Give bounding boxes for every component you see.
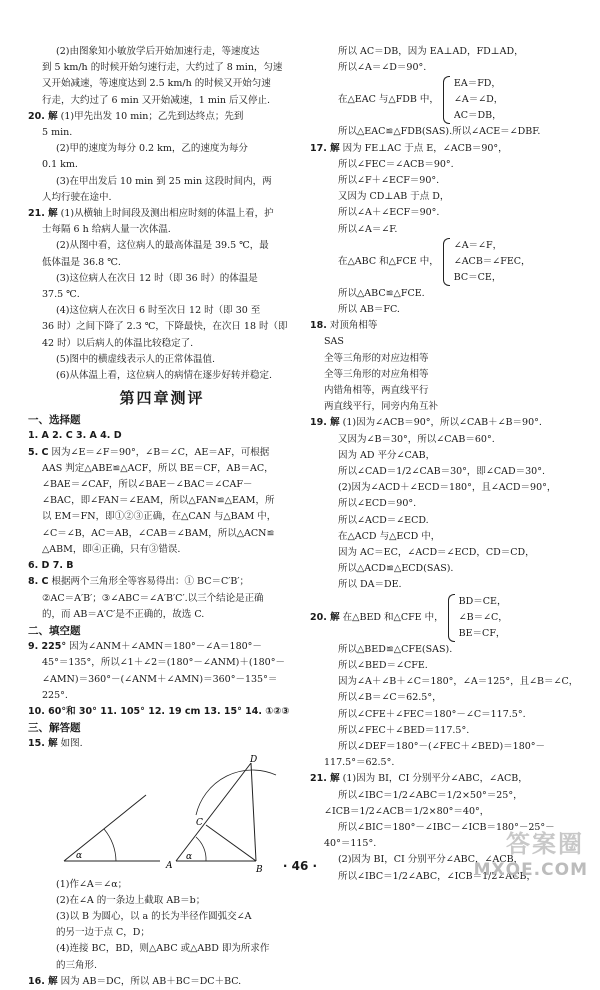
- text-line: (4)连接 BC，BD，则△ABC 或△ABD 即为所求作: [56, 943, 270, 955]
- watermark-text: 答案圈: [506, 830, 584, 858]
- text-line: ∠BAC，即∠FAN＝∠EAM，所以△FAN≌△EAM，所: [42, 495, 275, 507]
- brace-item: ∠B＝∠C，: [458, 611, 508, 623]
- brace-item: BC＝CE，: [453, 271, 502, 283]
- brace-item: ∠ACB＝∠FEC，: [453, 255, 531, 267]
- label-alpha-1: α: [76, 850, 83, 861]
- problem-17: [310, 124, 580, 237]
- text-line: ∠BAE＝∠CAF，所以∠BAE－∠BAC＝∠CAF－: [42, 479, 253, 491]
- text-line: SAS: [324, 336, 344, 348]
- text-line: (3)在甲出发后 10 min 到 25 min 这段时间内，两: [56, 175, 272, 187]
- text-line: 因为∠A＋∠B＋∠C＝180°，∠A＝125°，且∠B＝∠C，: [338, 676, 579, 688]
- brace-group-2: [310, 238, 580, 286]
- text-line: 37.5 ℃.: [42, 289, 80, 301]
- text-line: 所以∠A＋∠ECF＝90°.: [338, 207, 440, 219]
- text-line: 的，而 AB＝A′C′是不正确的，故选 C.: [42, 608, 205, 620]
- text-line: 人均行驶在途中.: [42, 191, 112, 203]
- text-line: 的三角形.: [56, 959, 98, 971]
- brace-group-1: [310, 76, 580, 124]
- text-line: 所以∠FEC＋∠BED＝117.5°.: [338, 724, 470, 736]
- text-line: 21. 解 (1)从横轴上时间段及测出相应时刻的体温上看，护: [28, 208, 274, 220]
- problem-18-19: [310, 286, 580, 594]
- text-line: 所以∠B＝∠C＝62.5°，: [338, 692, 442, 704]
- text-line: (3)以 B 为圆心，以 a 的长为半径作圆弧交∠A: [56, 910, 252, 922]
- text-line: (1)作∠A＝∠α；: [56, 878, 128, 890]
- text-line: 8. C 根据两个三角形全等容易得出：① BC＝C′B′；: [28, 576, 250, 588]
- text-line: 两直线平行，同旁内角互补: [324, 401, 439, 413]
- text-line: 所以 DA＝DE.: [338, 579, 402, 591]
- text-line: (4)这位病人在次日 6 时至次日 12 时（即 30 至: [56, 305, 261, 317]
- angle-arc-2: [196, 837, 206, 861]
- text-line: 1. A 2. C 3. A 4. D: [28, 430, 122, 442]
- text-line: 又因为 CD⊥AB 于点 D，: [338, 191, 450, 203]
- text-line: (2)由图象知小敏放学后开始加速行走，等速度达: [56, 46, 260, 57]
- brace: [443, 238, 531, 286]
- text-line: 因为 AC＝EC，∠ACD＝∠ECD，CD＝CD，: [338, 547, 535, 559]
- text-line: 所以 AC＝DB，因为 EA⊥AD，FD⊥AD，: [338, 46, 524, 57]
- text-line: 所以∠BED＝∠CFE.: [338, 659, 428, 671]
- text-line: 5 min.: [42, 127, 73, 139]
- text-line: 所以∠IBC＝1/2∠ABC，∠ICB＝1/2∠ACB，: [338, 870, 536, 882]
- brace-item: EA＝FD，: [453, 78, 501, 90]
- text-line: 所以△EAC≌△FDB(SAS).所以∠ACE＝∠DBF.: [338, 126, 541, 138]
- brace-item: ∠A＝∠F，: [453, 239, 503, 251]
- text-line: 所以∠CFE＋∠FEC＝180°－∠C＝117.5°.: [338, 708, 526, 720]
- text-line: 所以△BED≌△CFE(SAS).: [338, 643, 453, 655]
- brace-item: ∠A＝∠D，: [453, 94, 504, 106]
- brace-item: BD＝CE，: [458, 595, 507, 607]
- right-column: [310, 44, 580, 885]
- text-line: 在△ACD 与△ECD 中，: [338, 530, 441, 542]
- chapter-test-answers: [28, 412, 296, 752]
- text-line: ∠C＝∠B，AC＝AB，∠CAB＝∠BAM，所以△ACN≌: [42, 527, 275, 539]
- text-line: 42 时）以后病人的体温比较稳定了.: [42, 337, 194, 349]
- text-line: 因为 AD 平分∠CAB，: [338, 449, 436, 461]
- text-line: 到 5 km/h 的时候开始匀速行走，大约过了 8 min，匀速: [42, 62, 283, 74]
- text-line: (2)因为∠ACD＋∠ECD＝180°，且∠ACD＝90°，: [338, 482, 557, 494]
- text-line: 所以∠ECD＝90°.: [338, 498, 417, 510]
- watermark-url: MXQE.COM: [473, 860, 588, 880]
- text-line: AAS 判定△ABE≌△ACF，所以 BE＝CF，AB＝AC，: [42, 462, 274, 474]
- text-line: 所以∠A＝∠D＝90°.: [338, 62, 427, 74]
- text-line: 所以∠BIC＝180°－∠IBC－∠ICB＝180°－25°－: [338, 821, 555, 833]
- watermark-logo: [460, 830, 588, 880]
- text-line: 45°＝135°，所以∠1＋∠2＝(180°－∠ANM)＋(180°－: [42, 657, 285, 669]
- arc-from-b: [196, 770, 276, 815]
- text-line: 所以∠F＋∠ECF＝90°.: [338, 175, 440, 187]
- text-line: 117.5°＝62.5°.: [324, 757, 395, 769]
- text-line: 所以∠A＝∠F.: [338, 223, 398, 235]
- text-line: 一、选择题: [28, 414, 81, 427]
- text-line: △ABM，即④正确，只有③错误.: [42, 543, 181, 555]
- text-line: 20. 解 (1)甲先出发 10 min；乙先到达终点；先到: [28, 110, 244, 122]
- text-line: 18. 对顶角相等: [310, 320, 378, 332]
- text-line: ∠ICB＝1/2∠ACB＝1/2×80°＝40°，: [324, 805, 490, 817]
- text-line: 所以△ABC≌△FCE.: [338, 287, 425, 299]
- text-line: ②AC＝A′B′；③∠ABC＝∠A′B′C′.以三个结论是正确: [42, 592, 264, 604]
- text-line: 16. 解 因为 AB＝DC，所以 AB＋BC＝DC＋BC.: [28, 975, 242, 987]
- text-line: 所以∠ACD＝∠ECD.: [338, 514, 429, 526]
- text-line: 21. 解 (1)因为 BI，CI 分别平分∠ABC，∠ACB，: [310, 773, 528, 785]
- text-line: 所以∠DEF＝180°－(∠FEC＋∠BED)＝180°－: [338, 740, 546, 752]
- label-c: C: [196, 817, 203, 828]
- label-a: A: [166, 860, 173, 871]
- text-line: 0.1 km.: [42, 159, 78, 171]
- text-line: 二、填空题: [28, 624, 81, 637]
- text-line: 所以∠CAD＝1/2∠CAB＝30°，即∠CAD＝30°.: [338, 466, 545, 478]
- construction-figure: [56, 755, 286, 875]
- brace: [443, 76, 503, 124]
- text-line: 士每隔 6 h 给病人量一次体温.: [42, 224, 171, 236]
- text-line: 17. 解 因为 FE⊥AC 于点 E，∠ACB＝90°，: [310, 142, 508, 154]
- text-line: 的另一边于点 C，D；: [56, 927, 150, 939]
- chapter-title: 第四章测评: [119, 389, 205, 408]
- text-line: 所以 AB＝FC.: [338, 304, 400, 316]
- text-line: 又开始减速，等速度达到 2.5 km/h 的时候又开始匀速: [42, 78, 271, 90]
- text-line: (5)图中的横虚线表示人的正常体温值.: [56, 353, 215, 365]
- text-line: 又因为∠B＝30°，所以∠CAB＝60°.: [338, 433, 495, 445]
- text-line: 20. 解 在△BED 和△CFE 中，: [310, 611, 444, 623]
- text-line: (2)因为 BI，CI 分别平分∠ABC，∠ACB，: [338, 854, 524, 866]
- page-number: · 46 ·: [282, 859, 318, 873]
- text-line: (2)在∠A 的一条边上截取 AB＝b；: [56, 894, 206, 906]
- text-line: 全等三角形的对应边相等: [324, 352, 429, 364]
- problem-16-cont: [310, 44, 580, 76]
- text-line: 225°.: [42, 689, 68, 701]
- text-line: 15. 解 如图.: [28, 738, 83, 750]
- label-d: D: [250, 754, 258, 765]
- text-line: ∠AMN)＝360°－(∠ANM＋∠AMN)＝360°－135°＝: [42, 673, 278, 685]
- side-bc: [206, 825, 256, 861]
- text-line: 10. 60°和 30° 11. 105° 12. 19 cm 13. 15° 14. ①②③: [28, 705, 290, 717]
- brace-group-3: [310, 594, 580, 642]
- text-line: (3)这位病人在次日 12 时（即 36 时）的体温是: [56, 272, 258, 284]
- text-line: 在△EAC 与△FDB 中，: [338, 94, 439, 106]
- text-line: 全等三角形的对应角相等: [324, 368, 429, 380]
- text-line: 在△ABC 和△FCE 中，: [338, 255, 439, 267]
- text-line: 所以∠FEC＝∠ACB＝90°.: [338, 158, 454, 170]
- text-line: 三、解答题: [28, 722, 81, 735]
- text-line: 行走，大约过了 6 min 又开始减速，1 min 后又停止.: [42, 94, 271, 106]
- text-line: 低体温是 36.8 ℃.: [42, 256, 121, 268]
- text-line: 内错角相等，两直线平行: [324, 385, 429, 397]
- brace-item: BE＝CF，: [458, 627, 506, 639]
- side-bd: [251, 763, 256, 861]
- brace: [448, 594, 508, 642]
- text-line: 5. C 因为∠E＝∠F＝90°，∠B＝∠C，AE＝AF，可根据: [28, 446, 270, 458]
- text-line: 所以△ACD≌△ECD(SAS).: [338, 563, 454, 575]
- text-line: 9. 225° 因为∠ANM＋∠AMN＝180°－∠A＝180°－: [28, 641, 262, 653]
- text-line: 以 EM＝FN，即①②③正确，在△CAN 与△BAM 中，: [42, 511, 277, 523]
- text-line: (2)从图中看，这位病人的最高体温是 39.5 ℃，最: [56, 240, 269, 252]
- left-column: [28, 44, 296, 990]
- label-alpha-2: α: [186, 851, 193, 862]
- text-line: (6)从体温上看，这位病人的病情在逐步好转并稳定.: [56, 370, 272, 382]
- answers-prev-chapter: [28, 44, 296, 384]
- text-line: 19. 解 (1)因为∠ACB＝90°，所以∠CAB＋∠B＝90°.: [310, 417, 542, 429]
- text-line: 所以∠IBC＝1/2∠ABC＝1/2×50°＝25°，: [338, 789, 523, 801]
- angle-arc-1: [104, 829, 116, 861]
- text-line: 40°＝115°.: [324, 838, 377, 850]
- problem-15-16: [28, 877, 296, 990]
- text-line: 36 时）之间下降了 2.3 ℃，下降最快，在次日 18 时（即: [42, 321, 288, 333]
- text-line: 6. D 7. B: [28, 560, 74, 572]
- brace-item: AC＝DB，: [453, 110, 502, 122]
- label-b: B: [256, 864, 263, 875]
- text-line: (2)甲的速度为每分 0.2 km，乙的速度为每分: [56, 143, 248, 155]
- side-ad: [176, 763, 251, 861]
